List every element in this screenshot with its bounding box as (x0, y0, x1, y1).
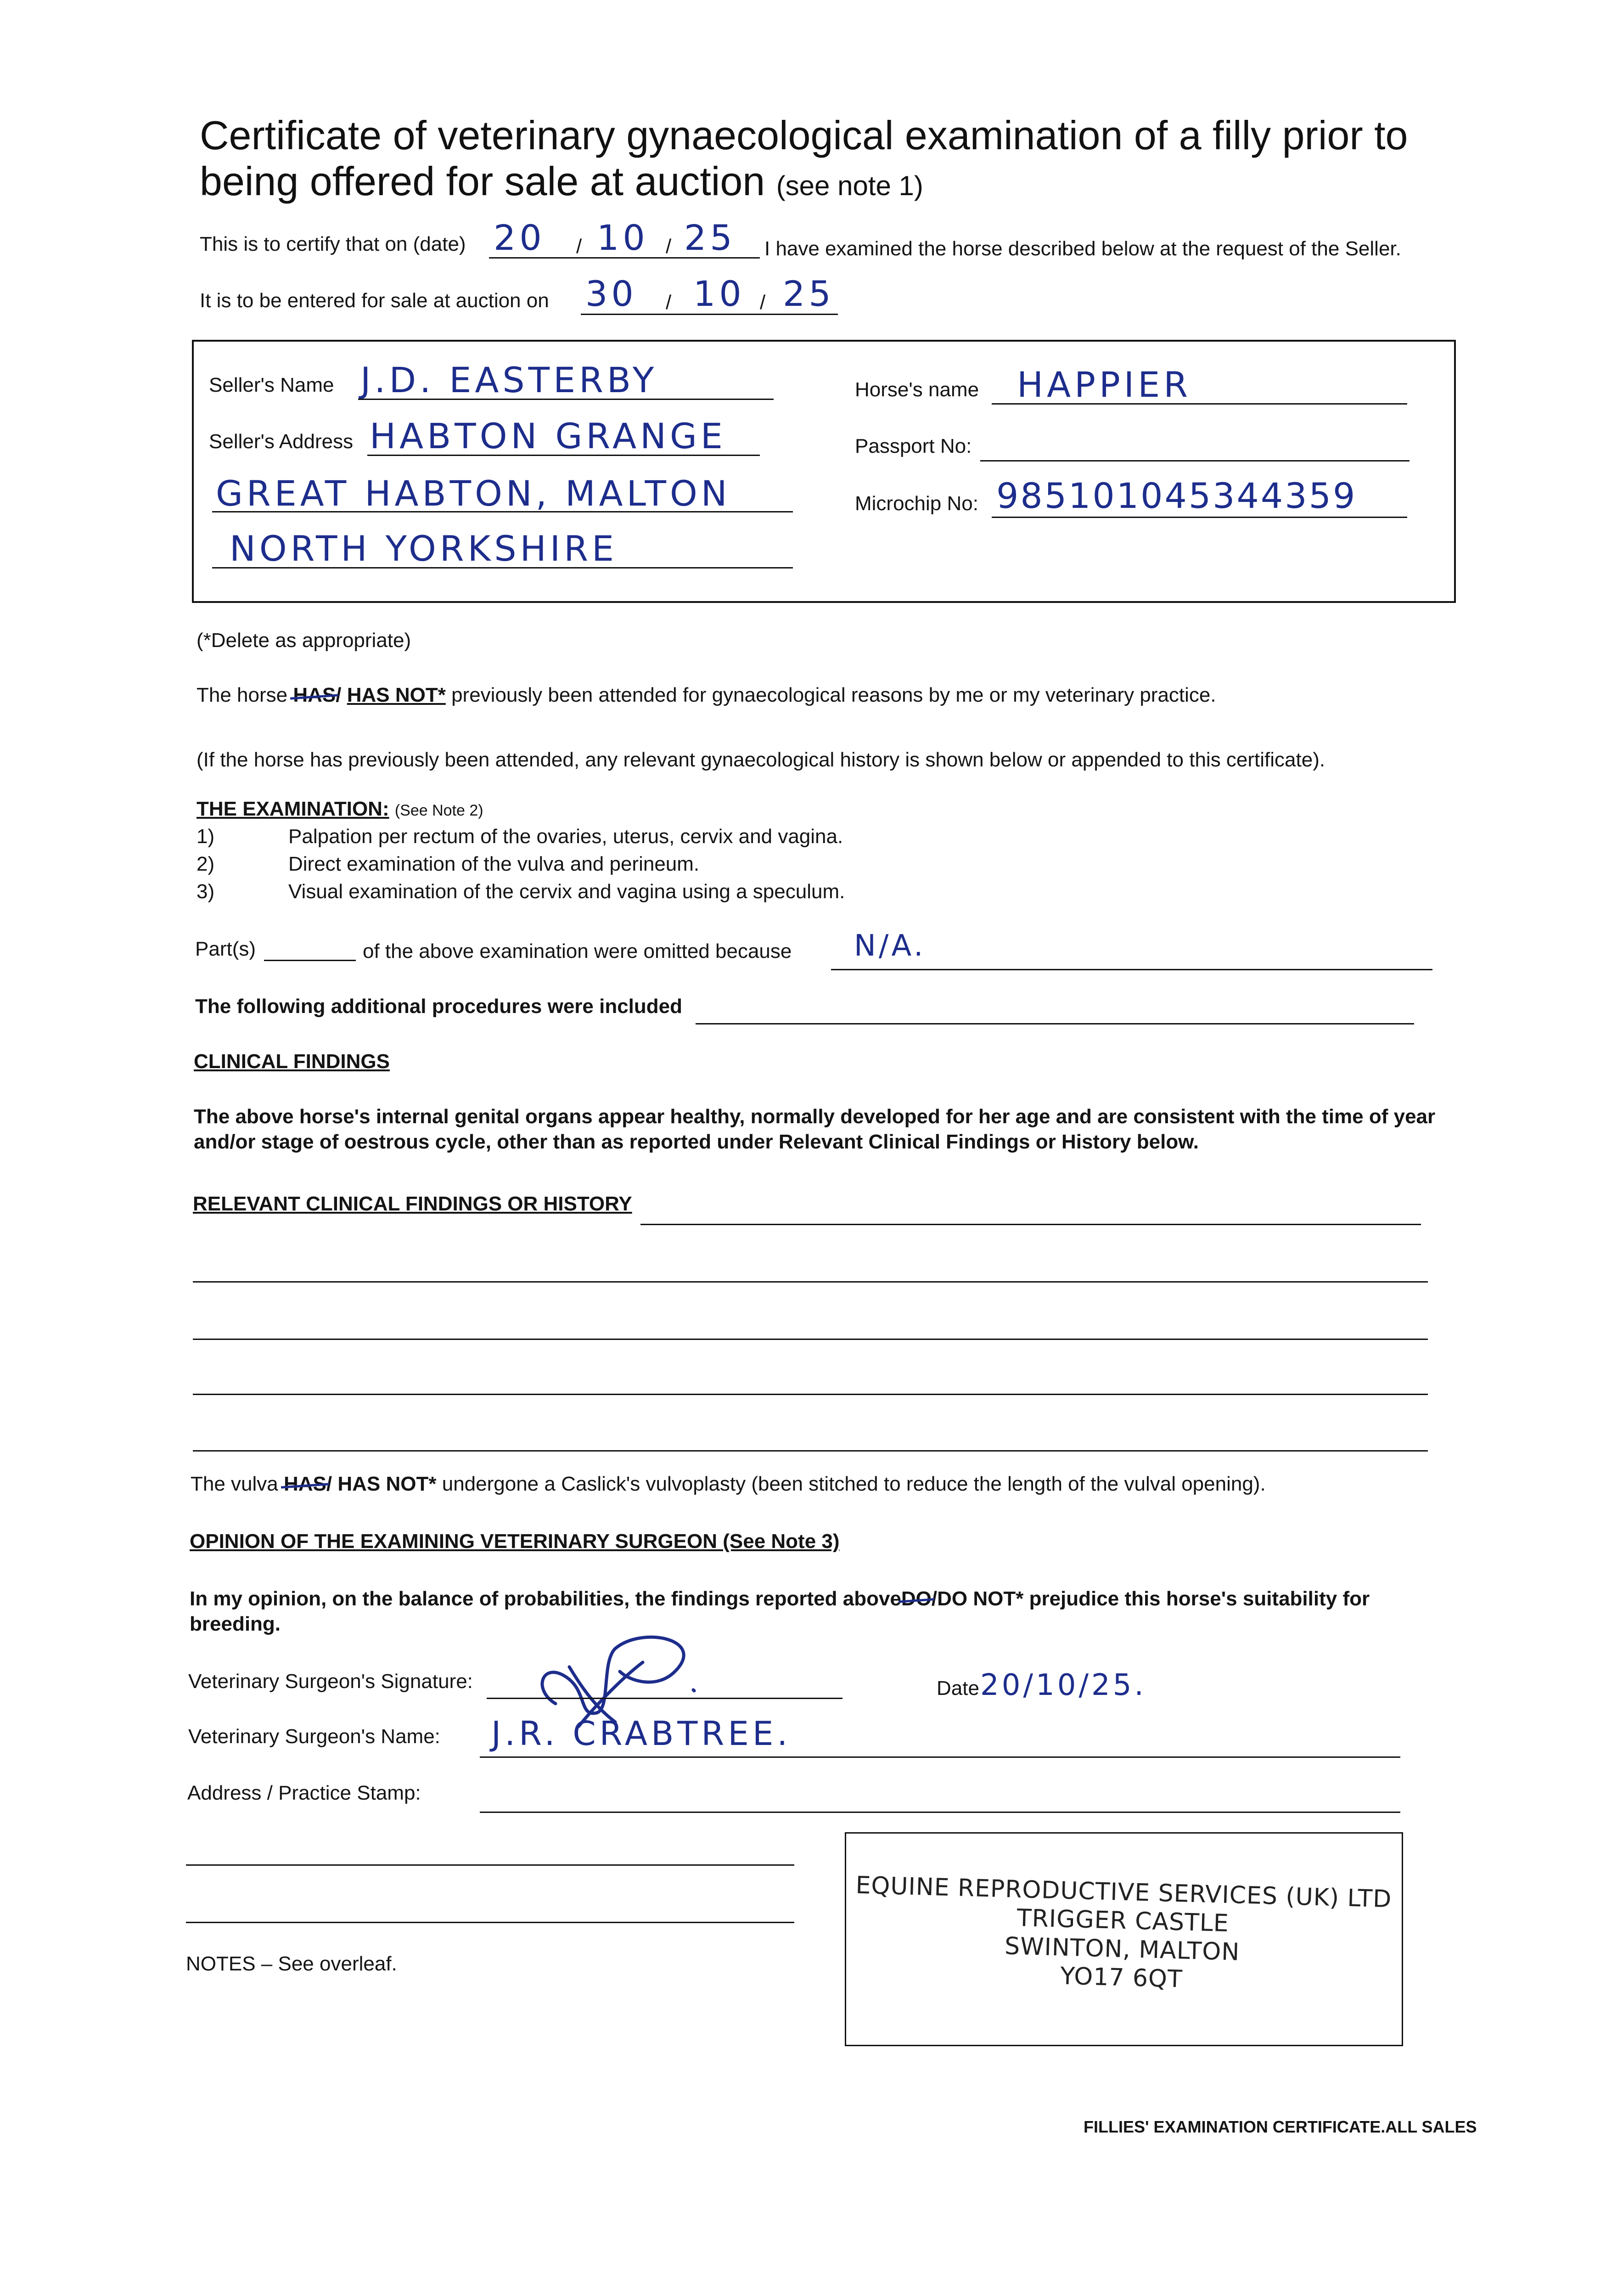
exam-item-text: Palpation per rectum of the ovaries, uterus, cervix and vagina. (288, 825, 843, 848)
vulva-line (191, 1472, 1266, 1497)
delete-note: (*Delete as appropriate) (197, 629, 411, 652)
sale-date-month[interactable]: 10 (693, 273, 745, 314)
vulva-has-not: HAS NOT* (337, 1473, 437, 1495)
opinion-text-b: /DO NOT* prejudice this horse's suitability for (931, 1587, 1370, 1610)
microchip-label: Microchip No: (855, 492, 978, 515)
vet-name-line (480, 1756, 1400, 1758)
attended-has-struck: HAS (293, 683, 336, 708)
attended-prefix: The horse (197, 684, 288, 706)
omitted-prefix: Part(s) (195, 938, 256, 960)
date-separator: / (666, 235, 672, 258)
omitted-reason[interactable]: N/A. (854, 929, 926, 963)
seller-name-label: Seller's Name (209, 374, 334, 396)
exam-item-text: Visual examination of the cervix and vagina using a speculum. (288, 880, 845, 903)
date-separator: / (576, 235, 582, 258)
stamp-line-4: YO17 6QT (1060, 1962, 1183, 1993)
title-line-1: Certificate of veterinary gynaecological examination of a filly prior to (200, 113, 1408, 158)
exam-date-year[interactable]: 25 (684, 217, 736, 258)
horse-name-label: Horse's name (855, 378, 979, 401)
exam-item (197, 879, 845, 904)
horse-name-line (992, 403, 1407, 405)
vet-name-label: Veterinary Surgeon's Name: (188, 1725, 440, 1748)
exam-item (197, 824, 843, 849)
address-line[interactable] (186, 1922, 794, 1923)
address-line[interactable] (480, 1812, 1400, 1813)
exam-item-text: Direct examination of the vulva and perineum. (288, 853, 700, 875)
sign-date-value[interactable]: 20/10/25. (980, 1668, 1146, 1702)
exam-heading-row (197, 797, 483, 823)
seller-name-line (358, 399, 774, 400)
date-separator: / (760, 291, 766, 314)
clinical-text-line-2: and/or stage of oestrous cycle, other than as reported under Relevant Clinical Findings or History below. (194, 1131, 1199, 1153)
sale-date-day[interactable]: 30 (585, 273, 637, 314)
title-line-2-text: being offered for sale at auction (200, 158, 765, 204)
attended-line (197, 683, 1216, 708)
relevant-heading: RELEVANT CLINICAL FINDINGS OR HISTORY (193, 1193, 632, 1215)
title-note: (see note 1) (776, 170, 923, 201)
opinion-line-2: breeding. (190, 1613, 281, 1635)
horse-name-value[interactable]: HAPPIER (1017, 364, 1192, 405)
signature-label: Veterinary Surgeon's Signature: (188, 1670, 473, 1693)
notes-text: NOTES – See overleaf. (186, 1953, 397, 1975)
vulva-has-struck: HAS (284, 1472, 326, 1497)
omitted-parts-line[interactable] (264, 960, 356, 961)
title-line-2 (200, 158, 1408, 209)
stamp-line-1: EQUINE REPRODUCTIVE SERVICES (UK) LTD (855, 1871, 1393, 1913)
additional-label: The following additional procedures were included (195, 995, 683, 1018)
omitted-reason-line (831, 969, 1432, 970)
additional-line[interactable] (696, 1023, 1414, 1024)
microchip-value[interactable]: 985101045344359 (996, 475, 1357, 516)
sign-date-label: Date (937, 1677, 979, 1699)
opinion-do-struck: DO (901, 1587, 932, 1611)
address-label: Address / Practice Stamp: (187, 1782, 421, 1804)
relevant-line[interactable] (193, 1339, 1428, 1340)
attended-suffix: previously been attended for gynaecological reasons by me or my veterinary practice. (451, 684, 1216, 706)
exam-item-number: 3) (197, 880, 215, 903)
exam-date-month[interactable]: 10 (597, 217, 649, 258)
clinical-text-line-1: The above horse's internal genital organs appear healthy, normally developed for her age and are consistent with the time of year (194, 1105, 1436, 1128)
vet-name-value[interactable]: J.R. CRABTREE. (491, 1714, 792, 1753)
certify-text-after: I have examined the horse described below at the request of the Seller. (764, 237, 1401, 260)
opinion-line-1 (190, 1587, 1370, 1611)
passport-line (980, 460, 1410, 461)
clinical-heading: CLINICAL FINDINGS (194, 1050, 390, 1073)
seller-address-line-2-rule (212, 511, 793, 512)
vulva-prefix: The vulva (191, 1473, 278, 1495)
seller-address-label: Seller's Address (209, 430, 354, 453)
seller-name-value[interactable]: J.D. EASTERBY (360, 360, 658, 400)
attended-separator: / (336, 684, 342, 706)
seller-address-line-3[interactable]: NORTH YORKSHIRE (230, 528, 618, 569)
vulva-suffix: undergone a Caslick's vulvoplasty (been stitched to reduce the length of the vulval opening). (442, 1473, 1266, 1495)
stamp-line-2: TRIGGER CASTLE (1016, 1904, 1230, 1938)
opinion-heading: OPINION OF THE EXAMINING VETERINARY SURGEON (See Note 3) (190, 1530, 840, 1553)
exam-item-number: 1) (197, 825, 215, 848)
omitted-middle: of the above examination were omitted because (363, 940, 792, 962)
relevant-line[interactable] (640, 1224, 1421, 1225)
attended-has-not: HAS NOT* (347, 684, 446, 706)
exam-item-number: 2) (197, 853, 215, 875)
stamp-line-3: SWINTON, MALTON (1004, 1932, 1240, 1966)
relevant-line[interactable] (193, 1450, 1428, 1452)
footer-label: FILLIES' EXAMINATION CERTIFICATE.ALL SALES (1084, 2117, 1477, 2136)
exam-heading: THE EXAMINATION: (197, 798, 389, 820)
opinion-text-a: In my opinion, on the balance of probabilities, the findings reported above (190, 1587, 901, 1610)
exam-item (197, 852, 699, 877)
sale-date-underline (581, 314, 838, 315)
microchip-line (992, 517, 1407, 518)
seller-address-line-1[interactable]: HABTON GRANGE (370, 416, 726, 456)
seller-address-line-3-rule (212, 567, 793, 568)
certify-text-before: This is to certify that on (date) (200, 233, 466, 255)
relevant-line[interactable] (193, 1394, 1428, 1395)
exam-date-day[interactable]: 20 (494, 217, 545, 258)
date-separator: / (666, 291, 672, 314)
exam-date-underline (489, 257, 760, 259)
exam-note: (See Note 2) (394, 802, 483, 819)
vulva-separator: / (326, 1473, 332, 1495)
address-line[interactable] (186, 1864, 794, 1866)
seller-address-line-1-rule (367, 455, 760, 456)
sale-date-year[interactable]: 25 (783, 273, 835, 314)
history-note: (If the horse has previously been attended, any relevant gynaecological history is shown below or appended to this certificate). (197, 748, 1325, 771)
passport-label: Passport No: (855, 435, 972, 457)
signature-line (487, 1698, 842, 1699)
relevant-line[interactable] (193, 1281, 1428, 1283)
sale-text: It is to be entered for sale at auction on (200, 289, 549, 312)
seller-address-line-2[interactable]: GREAT HABTON, MALTON (216, 473, 731, 514)
practice-stamp (853, 1871, 1393, 1999)
certificate-title (200, 113, 1408, 209)
